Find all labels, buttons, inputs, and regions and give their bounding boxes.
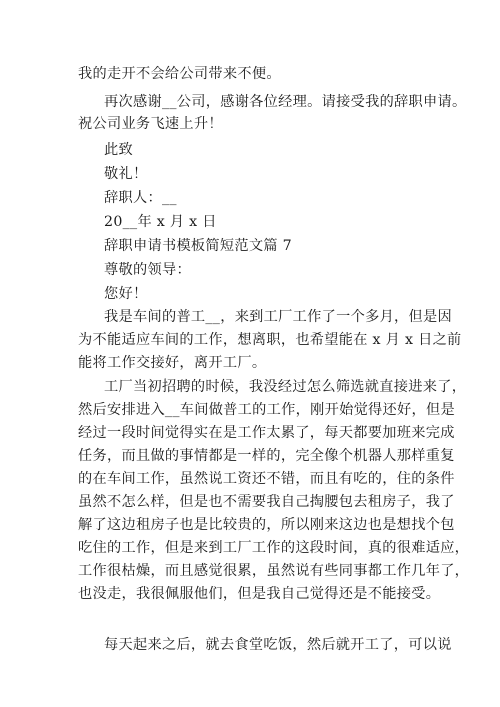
date-line: 20__年 x 月 x 日 [104,214,217,230]
closing-salutation-2: 敬礼！ [104,166,148,182]
paragraph-2-line-6: 虽然不怎么样，但是也不需要我自己掏腰包去租房子，我了 [78,494,455,510]
resigner-signature: 辞职人：__ [104,190,177,206]
paragraph-1-line-1: 我是车间的普工__，来到工厂工作了一个多月，但是因 [104,309,453,325]
paragraph-1-line-3: 能将工作交接好，离开工厂。 [78,355,267,371]
paragraph-2-line-4: 任务，而且做的事情都是一样的，完全像个机器人那样重复 [78,448,455,464]
section-title: 辞职申请书模板简短范文篇 7 [104,238,292,254]
paragraph-2-line-1: 工厂当初招聘的时候，我没经过怎么筛选就直接进来了， [104,379,467,395]
text-line-1: 我的走开不会给公司带来不便。 [78,66,281,82]
greeting-recipient: 尊敬的领导： [104,262,191,278]
paragraph-2-line-3: 经过一段时间觉得实在是工作太累了，每天都要加班来完成 [78,425,455,441]
paragraph-2-line-2: 然后安排进入__车间做普工的工作，刚开始觉得还好，但是 [78,402,455,418]
paragraph-1-line-2: 为不能适应车间的工作，想离职，也希望能在 x 月 x 日之前 [78,332,462,348]
paragraph-2-line-7: 解了这边租房子也是比较贵的，所以刚来这边也是想找个包 [78,517,455,533]
paragraph-3-line-1: 每天起来之后，就去食堂吃饭，然后就开工了，可以说 [104,637,452,653]
closing-salutation-1: 此致 [104,142,133,158]
text-line-2: 再次感谢__公司，感谢各位经理。请接受我的辞职申请。 [104,94,467,110]
paragraph-2-line-8: 吃住的工作，但是来到工厂工作的这段时间，真的很难适应， [78,540,470,556]
text-line-3: 祝公司业务飞速上升！ [78,116,223,132]
paragraph-2-line-5: 的在车间工作，虽然说工资还不错，而且有吃的，住的条件 [78,471,455,487]
paragraph-2-line-9: 工作很枯燥，而且感觉很累，虽然说有些同事都工作几年了， [78,563,470,579]
greeting-hello: 您好！ [104,286,148,302]
paragraph-2-line-10: 也没走，我很佩服他们，但是我自己觉得还是不能接受。 [78,586,441,602]
